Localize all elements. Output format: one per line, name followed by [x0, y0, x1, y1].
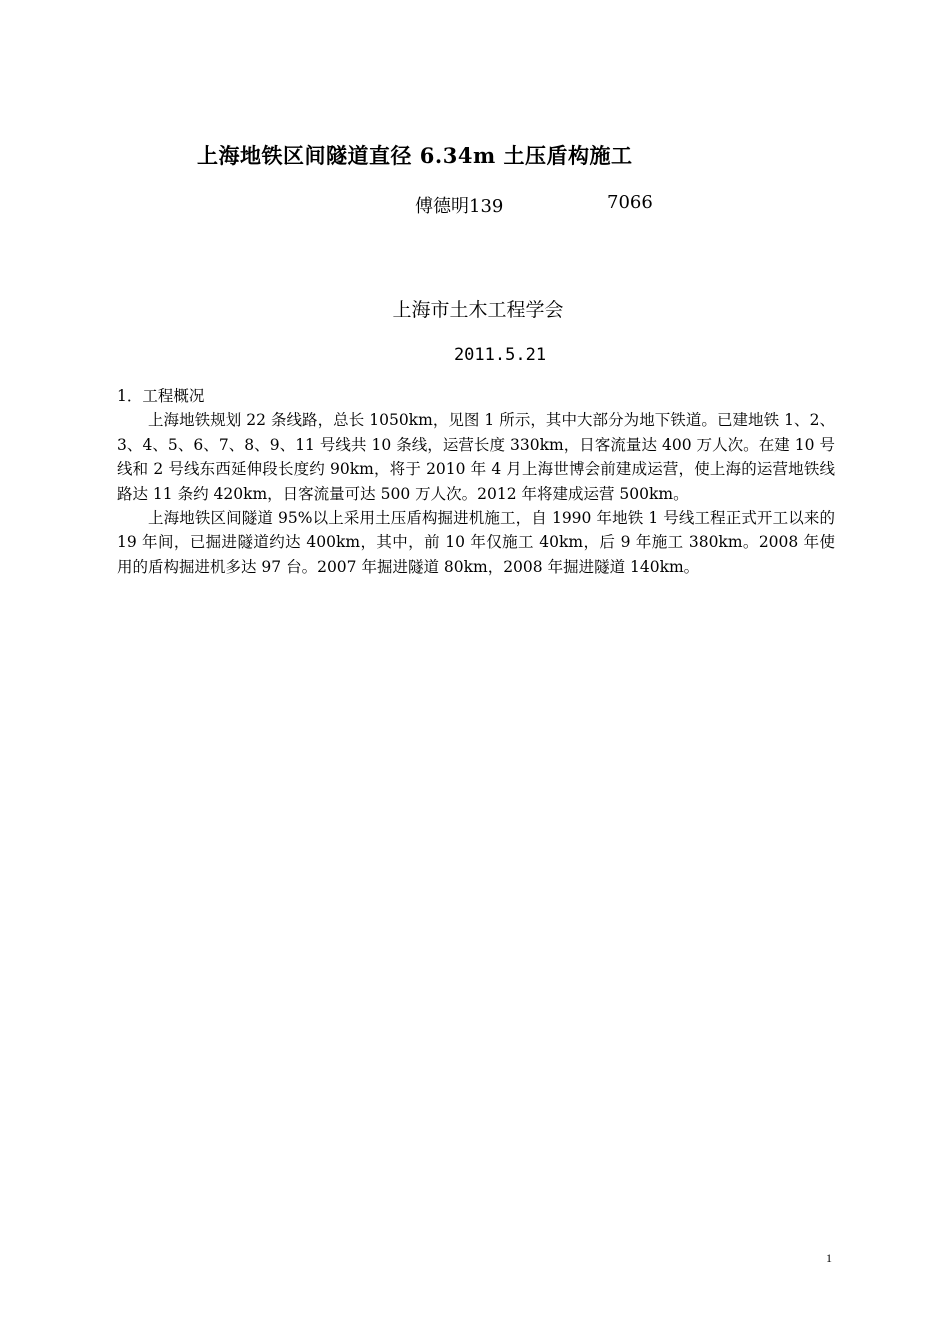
paragraph: 上海地铁规划 22 条线路，总长 1050km，见图 1 所示，其中大部分为地下铁道。已建地铁 1、2、3、4、5、6、7、8、9、11 号线共 10 条线，运营长度 330km，日客流量达 400 万人次。在建 10 号线和 2 号线东西延伸段长度约 90km，将于 2010 年 4 月上海世博会前建成运营，使上海的运营地铁线路达 11 条约 420km，日客流量可达 500 万人次。2012 年将建成运营 500km。 [117, 411, 835, 503]
organization: 上海市土木工程学会 [392, 299, 564, 321]
page-number: 1 [826, 1251, 832, 1265]
document-date: 2011.5.21 [453, 345, 547, 365]
document-title: 上海地铁区间隧道直径 6.34m 土压盾构施工 [197, 143, 633, 168]
author-name: 傅德明139 [415, 196, 504, 217]
author-phone-tail: 7066 [607, 192, 653, 213]
paragraph: 上海地铁区间隧道 95%以上采用土压盾构掘进机施工，自 1990 年地铁 1 号线工程正式开工以来的 19 年间，已掘进隧道约达 400km，其中，前 10 年仅施工 40km，后 9 年施工 380km。2008 年使用的盾构掘进机多达 97 台。2007 年掘进隧道 80km，2008 年掘进隧道 140km。 [117, 509, 835, 576]
section-heading: 1．工程概况 [117, 387, 205, 405]
author-line [415, 192, 653, 218]
document-body [117, 384, 835, 579]
